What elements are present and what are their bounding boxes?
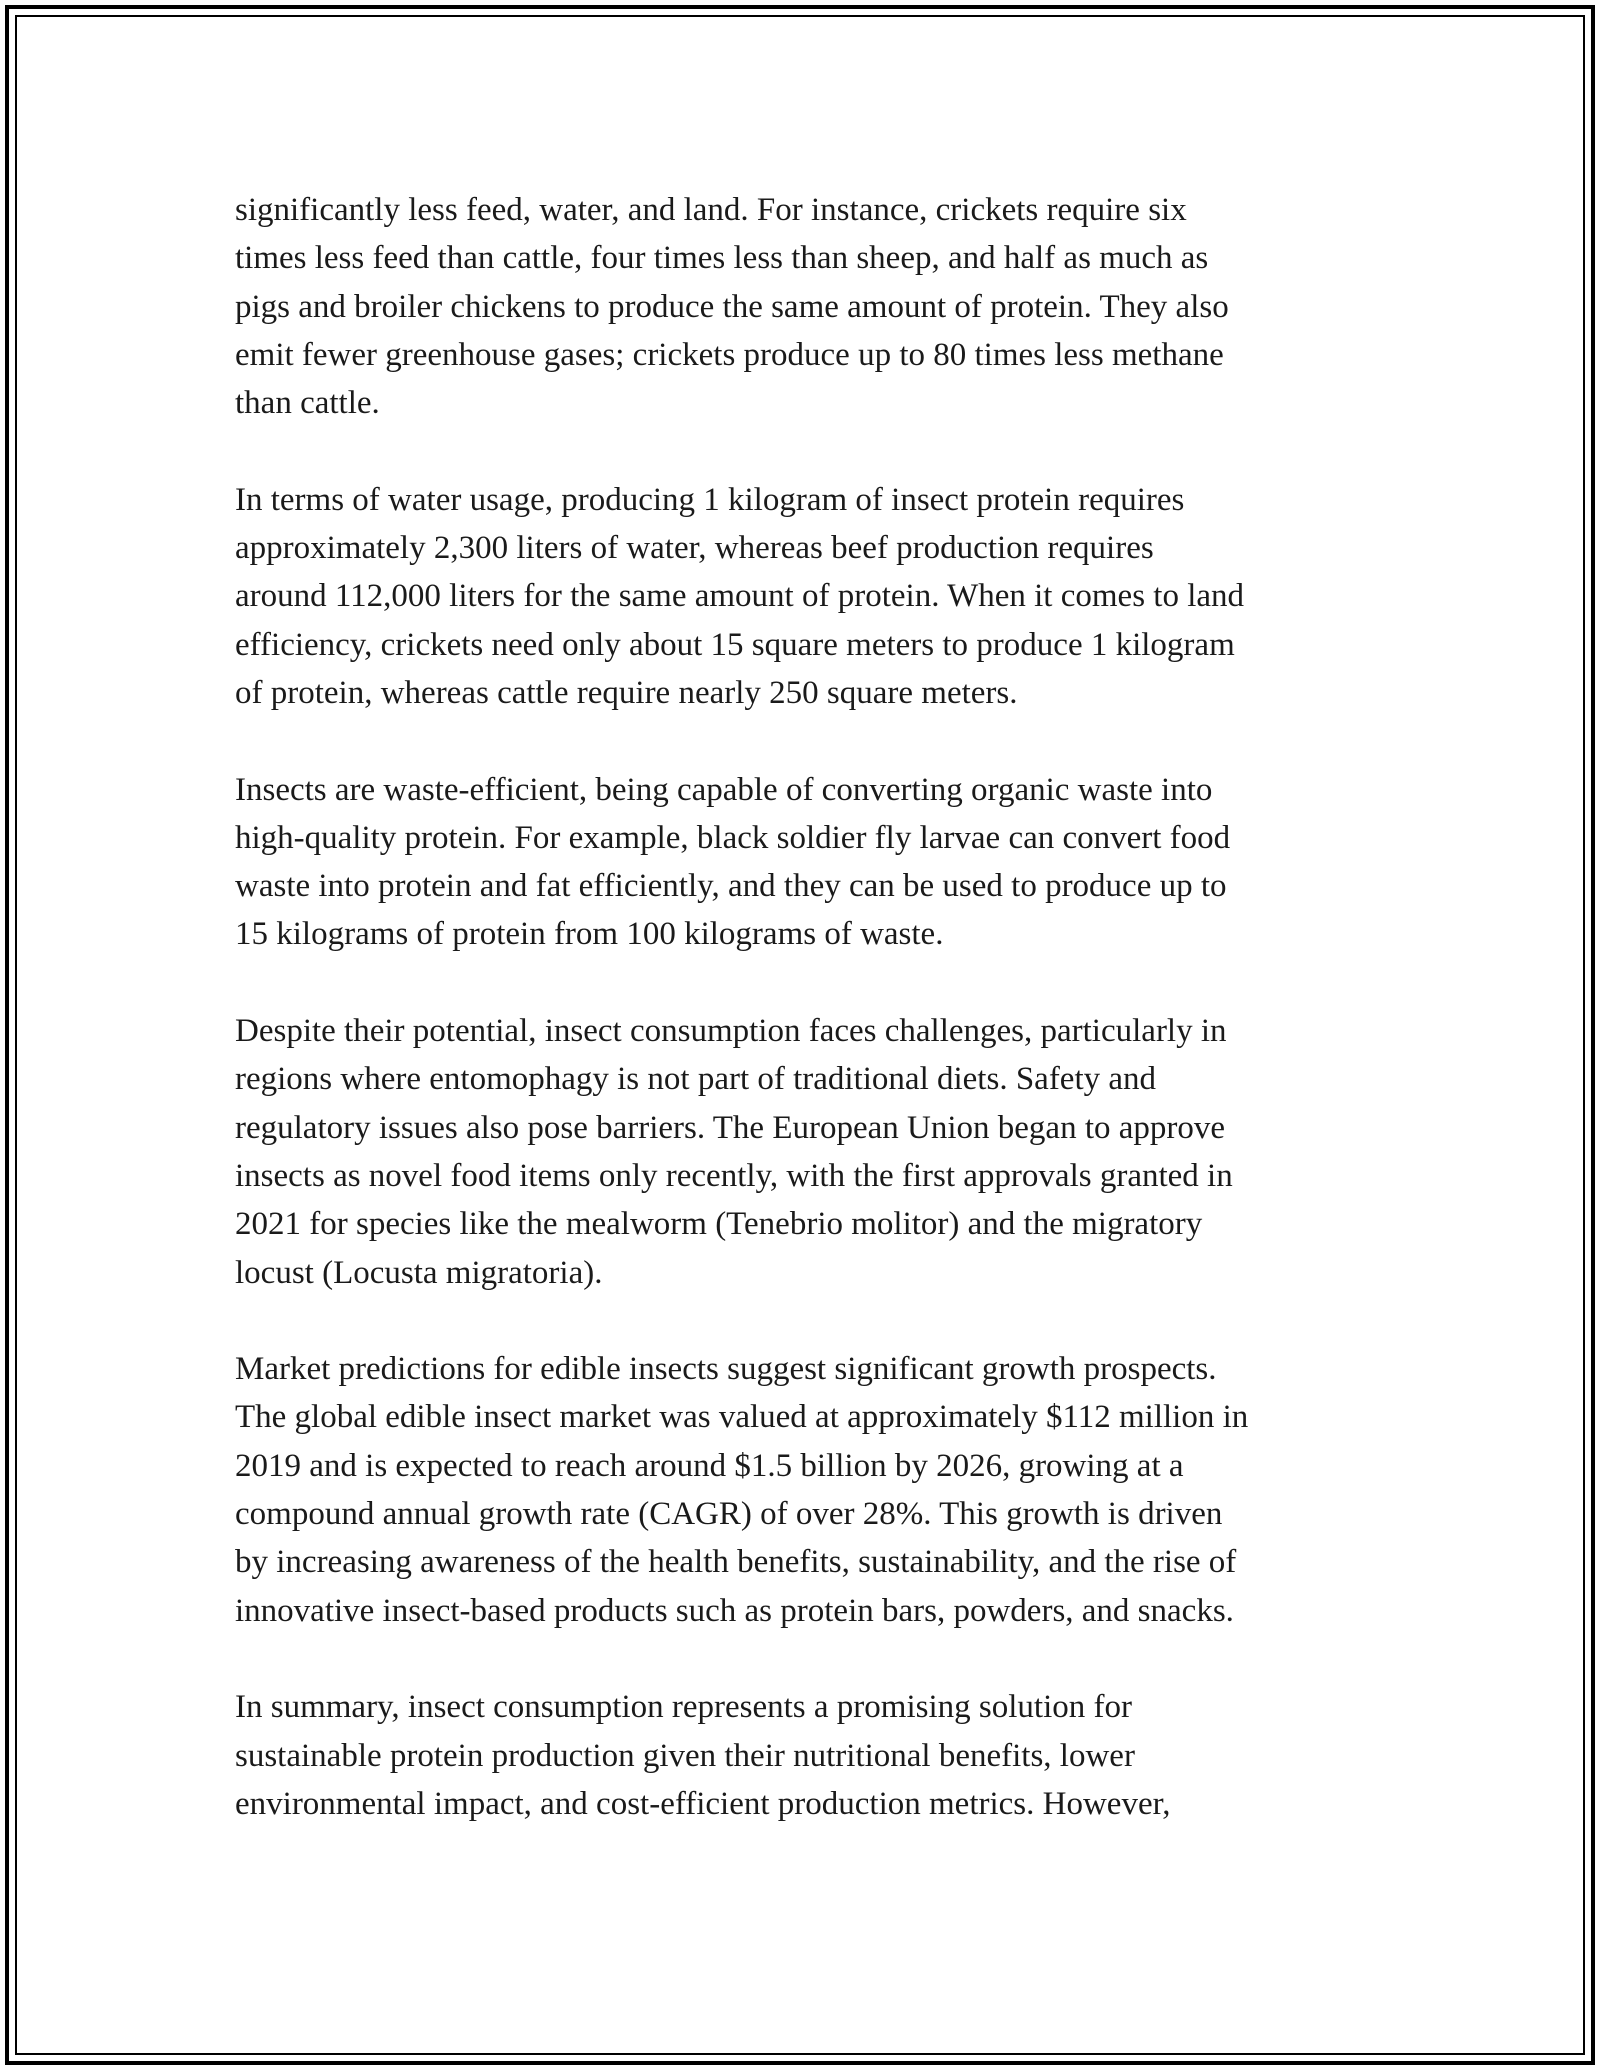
- paragraph-challenges: Despite their potential, insect consumption faces challenges, particularly in regions where entomophagy is not part of traditional diets. Safety and regulatory issues also pose barriers. The European Union began to approve insects as novel food items only recently, with the first approvals granted in 2021 for species like the mealworm (Tenebrio molitor) and the migratory locust (Locusta migratoria).: [235, 1013, 1233, 1291]
- document-body: [235, 186, 1385, 1828]
- paragraph-feed-efficiency: significantly less feed, water, and land. For instance, crickets require six times less feed than cattle, four times less than sheep, and half as much as pigs and broiler chickens to produce the same amount of protein. They also emit fewer greenhouse gases; crickets produce up to 80 times less methane than cattle.: [235, 192, 1229, 422]
- paragraph-market-predictions: Market predictions for edible insects suggest significant growth prospects. The global edible insect market was valued at approximately $112 million in 2019 and is expected to reach around $1.5 billion by 2026, growing at a compound annual growth rate (CAGR) of over 28%. This growth is driven by increasing awareness of the health benefits, sustainability, and the rise of innovative insect-based products such as protein bars, powders, and snacks.: [235, 1351, 1249, 1629]
- paragraph-waste-efficiency: Insects are waste-efficient, being capable of converting organic waste into high-quality protein. For example, black soldier fly larvae can convert food waste into protein and fat efficiently, and they can be used to produce up to 15 kilograms of protein from 100 kilograms of waste.: [235, 771, 1231, 953]
- paragraph-water-land-usage: In terms of water usage, producing 1 kilogram of insect protein requires approximately 2,300 liters of water, whereas beef production requires around 112,000 liters for the same amount of protein. When it comes to land efficiency, crickets need only about 15 square meters to produce 1 kilogram of protein, whereas cattle require nearly 250 square meters.: [235, 481, 1245, 711]
- paragraph-summary: In summary, insect consumption represents a promising solution for sustainable protein production given their nutritional benefits, lower environmental impact, and cost-efficient production metrics. However,: [235, 1689, 1171, 1822]
